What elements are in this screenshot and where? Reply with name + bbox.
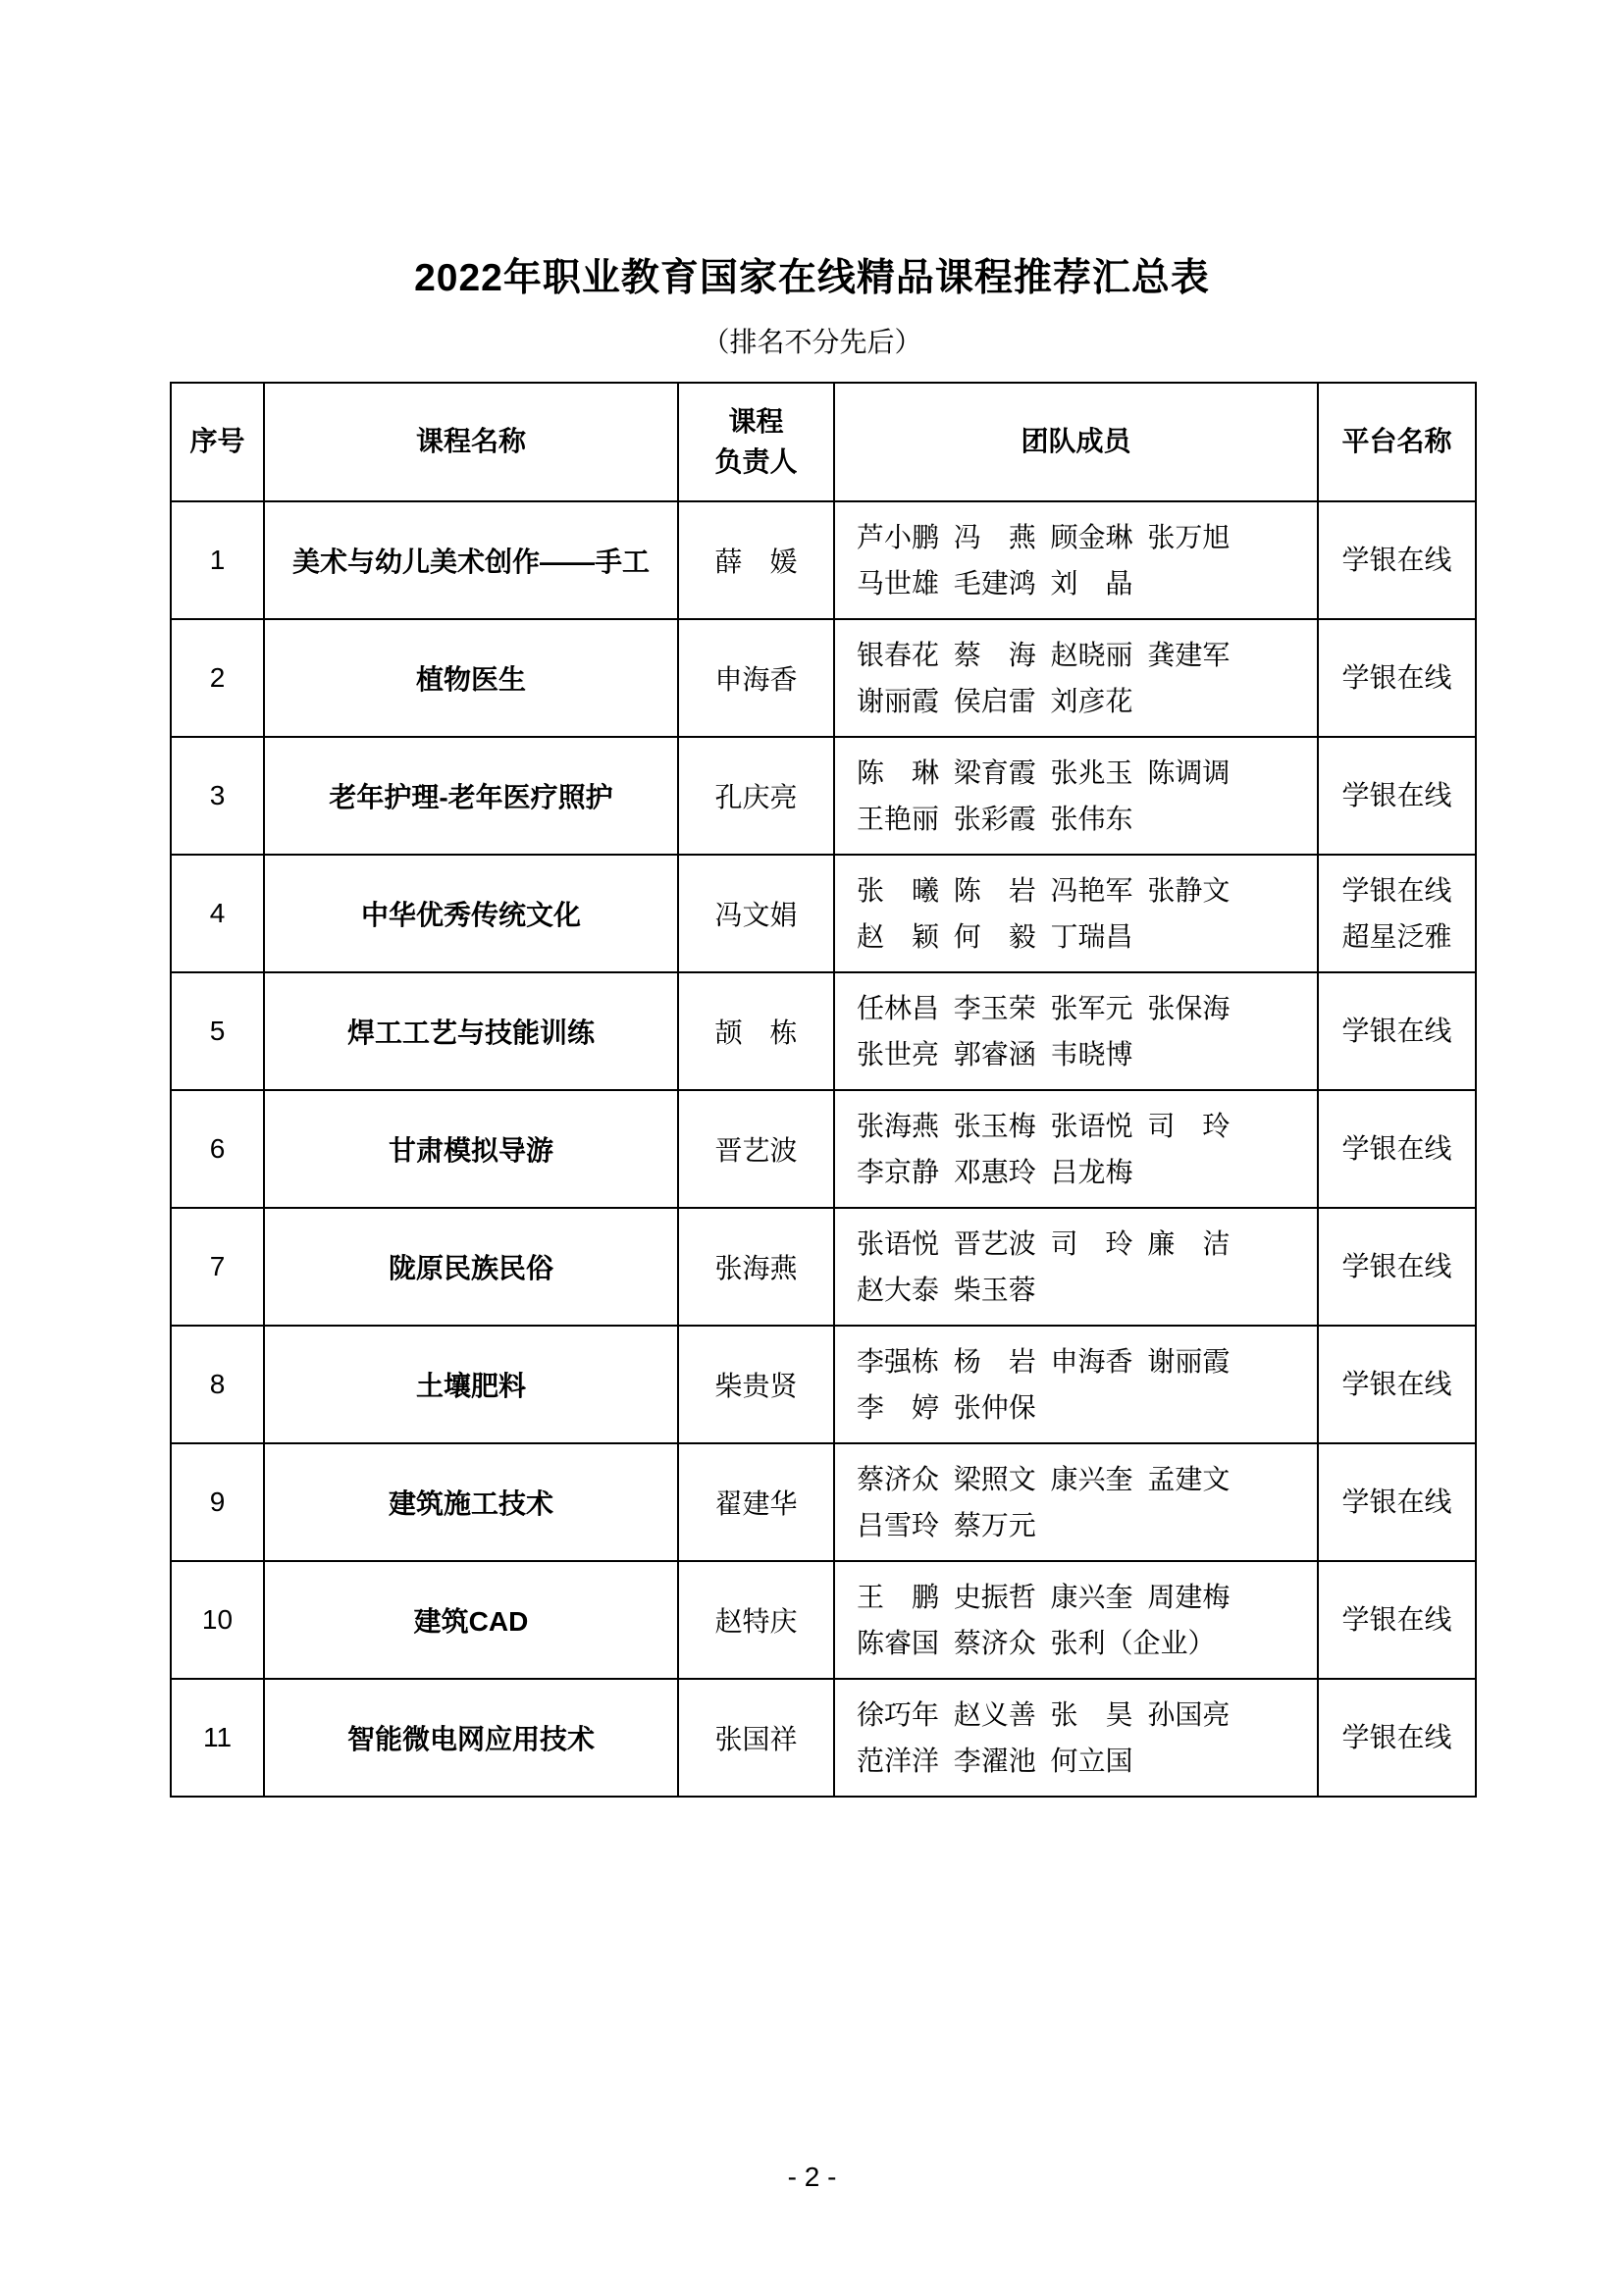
- leader-cell: 晋艺波: [678, 1090, 834, 1208]
- header-cell-course: 课程名称: [264, 383, 678, 501]
- platform-cell: 学银在线: [1318, 501, 1476, 619]
- platform-cell: 学银在线: [1318, 1679, 1476, 1797]
- course-name-cell: 中华优秀传统文化: [264, 855, 678, 972]
- row-number-cell: 8: [171, 1326, 264, 1443]
- course-name-cell: 智能微电网应用技术: [264, 1679, 678, 1797]
- team-cell: 徐巧年 赵义善 张 昊 孙国亮 范洋洋 李濯池 何立国: [834, 1679, 1318, 1797]
- page-subtitle: （排名不分先后）: [702, 327, 922, 357]
- row-number-cell: 11: [171, 1679, 264, 1797]
- leader-cell: 赵特庆: [678, 1561, 834, 1679]
- platform-cell: 学银在线: [1318, 619, 1476, 737]
- platform-cell: 学银在线: [1318, 1561, 1476, 1679]
- header-cell-leader: 课程 负责人: [678, 383, 834, 501]
- platform-cell: 学银在线 超星泛雅: [1318, 855, 1476, 972]
- leader-cell: 冯文娟: [678, 855, 834, 972]
- leader-cell: 翟建华: [678, 1443, 834, 1561]
- header-cell-team: 团队成员: [834, 383, 1318, 501]
- table-row: [171, 1090, 1476, 1208]
- row-number-cell: 3: [171, 737, 264, 855]
- header-row: [171, 383, 1476, 501]
- course-name-cell: 美术与幼儿美术创作——手工: [264, 501, 678, 619]
- platform-cell: 学银在线: [1318, 1326, 1476, 1443]
- leader-cell: 张海燕: [678, 1208, 834, 1326]
- row-number-cell: 9: [171, 1443, 264, 1561]
- table-row: [171, 972, 1476, 1090]
- leader-cell: 柴贵贤: [678, 1326, 834, 1443]
- platform-cell: 学银在线: [1318, 1208, 1476, 1326]
- team-cell: 陈 琳 梁育霞 张兆玉 陈调调 王艳丽 张彩霞 张伟东: [834, 737, 1318, 855]
- team-cell: 蔡济众 梁照文 康兴奎 孟建文 吕雪玲 蔡万元: [834, 1443, 1318, 1561]
- header-cell-no: 序号: [171, 383, 264, 501]
- header-cell-platform: 平台名称: [1318, 383, 1476, 501]
- table-row: [171, 619, 1476, 737]
- course-table-header: [171, 383, 1476, 501]
- course-name-cell: 土壤肥料: [264, 1326, 678, 1443]
- course-name-cell: 植物医生: [264, 619, 678, 737]
- table-row: [171, 501, 1476, 619]
- course-name-cell: 陇原民族民俗: [264, 1208, 678, 1326]
- table-row: [171, 737, 1476, 855]
- leader-cell: 薛 媛: [678, 501, 834, 619]
- team-cell: 张 曦 陈 岩 冯艳军 张静文 赵 颖 何 毅 丁瑞昌: [834, 855, 1318, 972]
- team-cell: 王 鹏 史振哲 康兴奎 周建梅 陈睿国 蔡济众 张利（企业）: [834, 1561, 1318, 1679]
- table-row: [171, 855, 1476, 972]
- platform-cell: 学银在线: [1318, 1090, 1476, 1208]
- row-number-cell: 7: [171, 1208, 264, 1326]
- platform-cell: 学银在线: [1318, 1443, 1476, 1561]
- table-row: [171, 1208, 1476, 1326]
- team-cell: 任林昌 李玉荣 张军元 张保海 张世亮 郭睿涵 韦晓博: [834, 972, 1318, 1090]
- course-name-cell: 甘肃模拟导游: [264, 1090, 678, 1208]
- course-name-cell: 老年护理-老年医疗照护: [264, 737, 678, 855]
- table-row: [171, 1561, 1476, 1679]
- course-name-cell: 建筑CAD: [264, 1561, 678, 1679]
- team-cell: 芦小鹏 冯 燕 顾金琳 张万旭 马世雄 毛建鸿 刘 晶: [834, 501, 1318, 619]
- row-number-cell: 10: [171, 1561, 264, 1679]
- row-number-cell: 1: [171, 501, 264, 619]
- row-number-cell: 4: [171, 855, 264, 972]
- row-number-cell: 6: [171, 1090, 264, 1208]
- table-row: [171, 1326, 1476, 1443]
- row-number-cell: 5: [171, 972, 264, 1090]
- table-row: [171, 1443, 1476, 1561]
- platform-cell: 学银在线: [1318, 972, 1476, 1090]
- team-cell: 李强栋 杨 岩 申海香 谢丽霞 李 婷 张仲保: [834, 1326, 1318, 1443]
- page-title: 2022年职业教育国家在线精品课程推荐汇总表: [414, 257, 1210, 299]
- course-name-cell: 焊工工艺与技能训练: [264, 972, 678, 1090]
- course-table: [170, 382, 1477, 1798]
- platform-cell: 学银在线: [1318, 737, 1476, 855]
- leader-cell: 申海香: [678, 619, 834, 737]
- course-name-cell: 建筑施工技术: [264, 1443, 678, 1561]
- team-cell: 张海燕 张玉梅 张语悦 司 玲 李京静 邓惠玲 吕龙梅: [834, 1090, 1318, 1208]
- page-number: - 2 -: [787, 2162, 837, 2192]
- team-cell: 张语悦 晋艺波 司 玲 廉 洁 赵大泰 柴玉蓉: [834, 1208, 1318, 1326]
- leader-cell: 孔庆亮: [678, 737, 834, 855]
- leader-cell: 张国祥: [678, 1679, 834, 1797]
- team-cell: 银春花 蔡 海 赵晓丽 龚建军 谢丽霞 侯启雷 刘彦花: [834, 619, 1318, 737]
- row-number-cell: 2: [171, 619, 264, 737]
- course-table-body: [171, 501, 1476, 1797]
- table-row: [171, 1679, 1476, 1797]
- leader-cell: 颉 栋: [678, 972, 834, 1090]
